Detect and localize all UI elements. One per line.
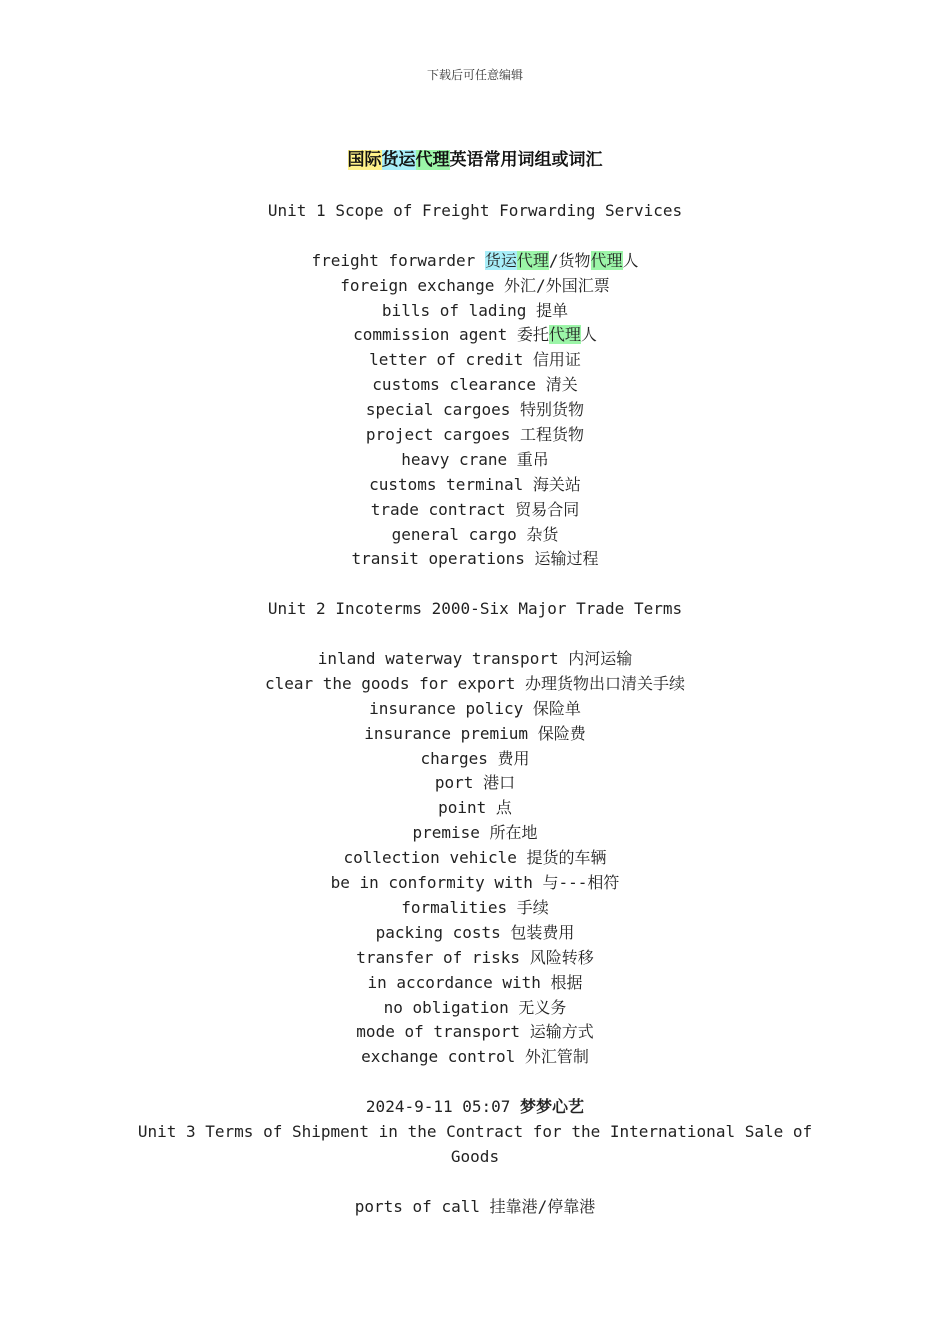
vocab-item: mode of transport 运输方式 <box>356 1022 594 1042</box>
title-rest: 英语常用词组或词汇 <box>449 150 603 170</box>
spacer <box>0 1070 950 1095</box>
vocab-item: inland waterway transport 内河运输 <box>317 649 633 669</box>
title-highlight-green: 代理 <box>415 150 450 170</box>
vocab-item: charges 费用 <box>420 748 530 768</box>
vocab-item: clear the goods for export 办理货物出口清关手续 <box>264 673 686 693</box>
title-highlight-yellow: 国际 <box>347 150 382 170</box>
vocab-item: transfer of risks 风险转移 <box>356 947 594 967</box>
vocab-mid: /货物 <box>548 250 591 270</box>
vocab-item: heavy crane 重吊 <box>401 449 549 469</box>
unit1-heading: Unit 1 Scope of Freight Forwarding Services <box>267 201 683 220</box>
vocab-item: in accordance with 根据 <box>367 972 583 992</box>
vocab-item: insurance premium 保险费 <box>364 723 586 743</box>
vocab-item: general cargo 杂货 <box>391 524 559 544</box>
author-name: 梦梦心艺 <box>520 1097 585 1117</box>
vocab-item: letter of credit 信用证 <box>369 350 581 370</box>
vocab-tail: 人 <box>622 250 639 270</box>
vocab-item: collection vehicle 提货的车辆 <box>343 848 607 868</box>
vocab-item: bills of lading 提单 <box>381 300 569 320</box>
vocab-item: premise 所在地 <box>412 823 538 843</box>
spacer <box>0 622 950 647</box>
vocab-item: packing costs 包装费用 <box>375 922 575 942</box>
vocab-item: insurance policy 保险单 <box>369 698 581 718</box>
vocab-item: trade contract 贸易合同 <box>370 499 580 519</box>
vocab-tail: 人 <box>580 325 597 345</box>
vocab-item: customs clearance 清关 <box>372 375 578 395</box>
spacer <box>0 224 950 249</box>
vocab-item: formalities 手续 <box>401 897 549 917</box>
highlight-green: 代理 <box>516 250 549 270</box>
highlight-green: 代理 <box>548 325 581 345</box>
timestamp-line <box>0 1095 950 1120</box>
vocab-item: ports of call 挂靠港/停靠港 <box>354 1196 596 1216</box>
vocab-item: port 港口 <box>434 773 516 793</box>
timestamp: 2024-9-11 05:07 <box>365 1097 521 1117</box>
spacer <box>0 1170 950 1195</box>
unit2-heading: Unit 2 Incoterms 2000-Six Major Trade Terms <box>267 599 683 619</box>
vocab-item: special cargoes 特别货物 <box>365 400 585 420</box>
vocab-item: project cargoes 工程货物 <box>365 425 585 445</box>
vocab-item: no obligation 无义务 <box>383 997 567 1017</box>
vocab-item: be in conformity with 与---相符 <box>330 873 620 893</box>
spacer <box>0 572 950 597</box>
vocabulary-list <box>0 199 950 1220</box>
unit3-heading: Unit 3 Terms of Shipment in the Contract for the International Sale of Goods <box>137 1121 813 1166</box>
highlight-green: 代理 <box>590 250 623 270</box>
vocab-item: customs terminal 海关站 <box>369 474 581 494</box>
vocab-item <box>0 323 950 348</box>
document-title <box>0 147 950 173</box>
vocab-item: transit operations 运输过程 <box>351 549 599 569</box>
title-highlight-cyan: 货运 <box>381 150 416 170</box>
vocab-pre: commission agent 委托 <box>353 325 549 345</box>
header-note: 下载后可任意编辑 <box>426 68 523 82</box>
highlight-cyan: 货运 <box>484 250 517 270</box>
vocab-en: freight forwarder <box>311 250 485 270</box>
vocab-item <box>0 249 950 274</box>
vocab-item: foreign exchange 外汇/外国汇票 <box>340 275 610 295</box>
vocab-item: point 点 <box>438 798 512 818</box>
vocab-item: exchange control 外汇管制 <box>361 1047 589 1067</box>
